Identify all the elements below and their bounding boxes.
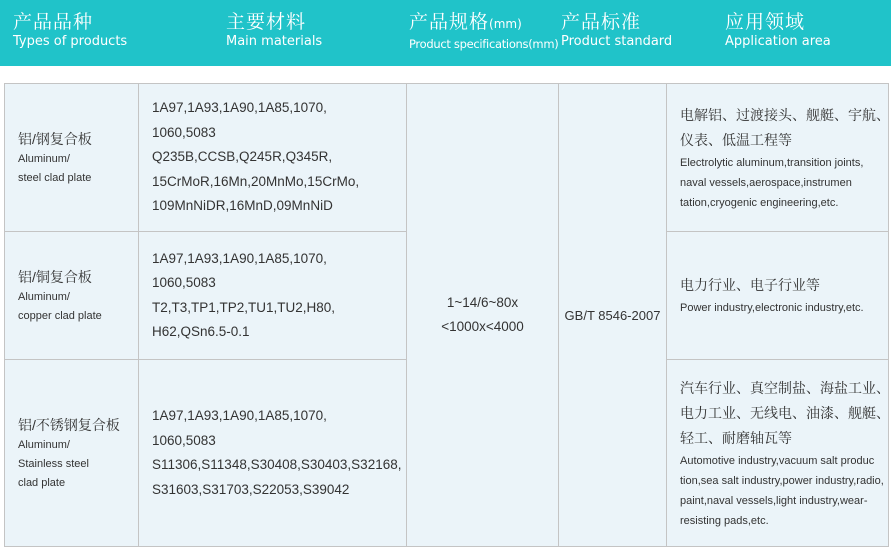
- product-type-en-line: Aluminum/: [18, 152, 70, 165]
- header-application-en: Application area: [725, 34, 831, 49]
- application-zh: [680, 273, 888, 298]
- material-line: 1A97,1A93,1A90,1A85,1070,: [152, 250, 327, 266]
- header-types: [13, 10, 127, 50]
- product-type-cell: [5, 84, 139, 232]
- product-type-en: [18, 436, 138, 493]
- product-type-en-line: Aluminum/: [18, 438, 70, 451]
- product-type-zh: 铝/铜复合板: [18, 268, 92, 285]
- header-standard: [561, 10, 672, 50]
- standard-cell: GB/T 8546-2007: [559, 84, 667, 547]
- header-specs-zh-text: 产品规格: [409, 11, 490, 33]
- material-line: 1060,5083: [152, 432, 216, 448]
- application-en-line: naval vessels,aerospace,instrumen: [680, 176, 852, 189]
- product-type-zh: 铝/钢复合板: [18, 130, 92, 147]
- product-type-en-line: Stainless steel: [18, 457, 89, 470]
- application-en: [680, 153, 888, 213]
- product-type-cell: [5, 232, 139, 360]
- header-application: [725, 10, 831, 50]
- table-header: [0, 0, 891, 66]
- application-zh-line: 仪表、低温工程等: [680, 131, 792, 148]
- material-line: H62,QSn6.5-0.1: [152, 324, 250, 339]
- product-type-en-line: copper clad plate: [18, 309, 102, 322]
- application-zh-line: 电力工业、无线电、油漆、舰艇、: [680, 404, 890, 421]
- product-table: [4, 83, 889, 547]
- product-type-en-line: steel clad plate: [18, 171, 92, 184]
- header-standard-en: Product standard: [561, 34, 673, 49]
- material-line: 109MnNiDR,16MnD,09MnNiD: [152, 198, 333, 214]
- product-type-cell: [5, 360, 139, 547]
- header-standard-zh: 产品标准: [561, 11, 642, 33]
- header-materials-zh: 主要材料: [226, 11, 307, 33]
- application-cell: [667, 232, 889, 360]
- material-line: 1A97,1A93,1A90,1A85,1070,: [152, 408, 327, 423]
- product-type-en-line: clad plate: [18, 476, 66, 489]
- material-line: S11306,S11348,S30408,S30403,S32168,: [152, 457, 402, 472]
- header-specs: [409, 10, 558, 52]
- application-zh-line: 电解铝、过渡接头、舰艇、宇航、: [680, 106, 890, 123]
- header-materials: [226, 10, 322, 50]
- application-en: [680, 451, 888, 531]
- application-en-line: Power industry,electronic industry,etc.: [680, 302, 864, 314]
- application-cell: [667, 360, 889, 547]
- spec-line: <1000x<4000: [441, 319, 524, 334]
- application-zh-line: 轻工、耐磨轴瓦等: [680, 429, 792, 446]
- specifications-cell: [407, 84, 559, 547]
- header-specs-zh: [409, 10, 558, 36]
- application-en-line: resisting pads,etc.: [680, 514, 769, 527]
- materials-cell: [139, 232, 407, 360]
- application-en-line: Electrolytic aluminum,transition joints,: [680, 156, 864, 169]
- materials-cell: [139, 360, 407, 547]
- product-type-en-line: Aluminum/: [18, 290, 70, 303]
- application-cell: [667, 84, 889, 232]
- header-application-zh: 应用领域: [725, 11, 806, 33]
- material-line: 1060,5083: [152, 275, 216, 290]
- application-zh: [680, 376, 888, 451]
- material-line: 15CrMoR,16Mn,20MnMo,15CrMo,: [152, 173, 360, 189]
- materials-cell: [139, 84, 407, 232]
- header-types-en: Types of products: [13, 34, 128, 49]
- material-line: T2,T3,TP1,TP2,TU1,TU2,H80,: [152, 299, 336, 315]
- application-en-line: tation,cryogenic engineering,etc.: [680, 196, 839, 209]
- material-line: 1A97,1A93,1A90,1A85,1070,: [152, 100, 327, 116]
- application-zh-line: 电力行业、电子行业等: [680, 277, 820, 293]
- header-specs-en: Product specifications(mm): [409, 37, 559, 51]
- application-zh: [680, 103, 888, 153]
- application-en-line: tion,sea salt industry,power industry,radio,: [680, 474, 884, 487]
- table-row: [5, 84, 889, 232]
- material-line: 1060,5083: [152, 124, 216, 140]
- material-line: S31603,S31703,S22053,S39042: [152, 481, 350, 497]
- header-specs-unit: (mm): [489, 17, 522, 31]
- application-en: [680, 298, 888, 318]
- application-en-line: paint,naval vessels,light industry,wear-: [680, 494, 868, 507]
- spec-line: 1~14/6~80x: [446, 295, 519, 310]
- product-type-en: [18, 288, 138, 326]
- application-en-line: Automotive industry,vacuum salt produc: [680, 454, 875, 467]
- header-types-zh: 产品品种: [13, 11, 94, 33]
- material-line: Q235B,CCSB,Q245R,Q345R,: [152, 149, 333, 165]
- product-type-zh: 铝/不锈钢复合板: [18, 416, 120, 433]
- header-materials-en: Main materials: [226, 34, 323, 49]
- product-type-en: [18, 150, 138, 188]
- application-zh-line: 汽车行业、真空制盐、海盐工业、: [680, 379, 890, 396]
